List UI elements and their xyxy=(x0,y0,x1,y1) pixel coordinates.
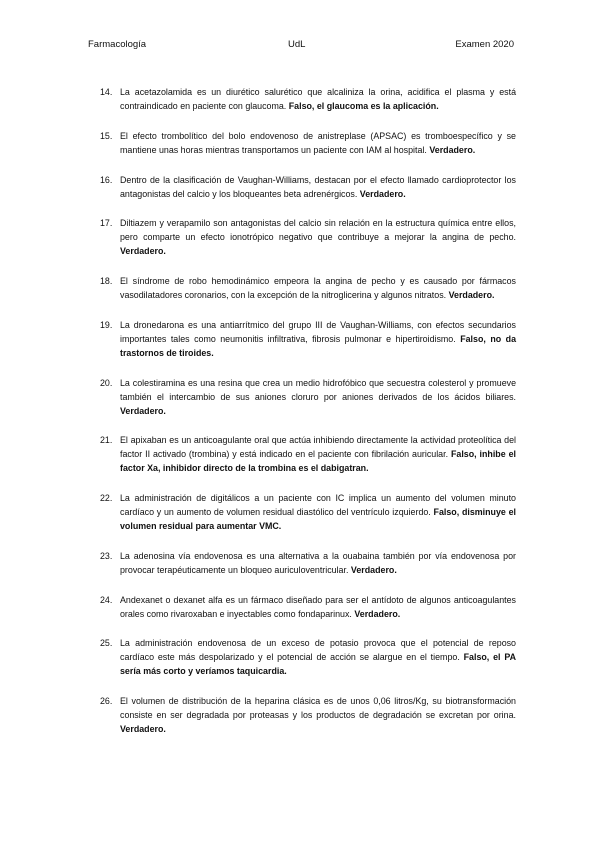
question-statement: La colestiramina es una resina que crea un medio hidrofóbico que secuestra colesterol y promueve también el intercambio de sus aniones cloruro por aniones derivados de los ácidos biliares. xyxy=(120,377,516,402)
question-item xyxy=(100,594,516,622)
question-number: 20. xyxy=(100,377,113,388)
question-text xyxy=(120,695,516,737)
question-statement: La administración de digitálicos a un paciente con IC implica un aumento del volumen minuto cardíaco y un aumento de volumen residual diastólico del ventrículo izquierdo. xyxy=(120,493,516,518)
question-answer: Verdadero. xyxy=(120,246,166,257)
question-item xyxy=(100,434,516,476)
question-text xyxy=(120,594,516,622)
question-text xyxy=(120,637,516,679)
header-exam: Examen 2020 xyxy=(455,39,514,50)
question-number: 25. xyxy=(100,638,113,649)
question-item xyxy=(100,637,516,679)
question-number: 14. xyxy=(100,87,113,97)
question-item xyxy=(100,275,516,303)
question-number: 26. xyxy=(100,696,113,707)
question-number: 16. xyxy=(100,174,113,185)
question-answer: Falso, el glaucoma es la aplicación. xyxy=(288,100,439,111)
question-text xyxy=(120,492,516,534)
question-answer: Verdadero. xyxy=(359,188,406,199)
question-text xyxy=(120,377,516,419)
question-answer: Verdadero. xyxy=(350,564,397,575)
question-item xyxy=(100,377,516,419)
question-item xyxy=(100,174,516,202)
question-statement: El volumen de distribución de la heparina clásica es de unos 0,06 litros/Kg, su biotransformación consiste en ser degradada por proteasas y los productos de degradación se excretan por orina. xyxy=(120,696,516,721)
question-statement: Diltiazem y verapamilo son antagonistas del calcio sin relación en la estructura química entre ellos, pero comparte un efecto ionotrópico negativo que contribuye a mejorar la angina de pecho. xyxy=(120,218,516,243)
question-text xyxy=(120,174,516,202)
question-item xyxy=(100,86,516,114)
page-header xyxy=(88,39,514,50)
question-number: 24. xyxy=(100,594,113,605)
question-answer: Verdadero. xyxy=(120,405,166,416)
question-statement: La adenosina vía endovenosa es una alternativa a la ouabaina también por vía endovenosa por provocar terapéuticamente un bloqueo auriculoventricular. xyxy=(120,550,516,575)
question-item xyxy=(100,217,516,259)
question-number: 21. xyxy=(100,435,113,446)
header-subject: Farmacología xyxy=(88,39,147,50)
question-statement: El apixaban es un anticoagulante oral que actúa inhibiendo directamente la actividad proteolítica del factor II activado (trombina) y está indicado en el paciente con fibrilación auricular. xyxy=(120,435,516,460)
question-answer: Falso, el PA sería más corto y veríamos taquicardia. xyxy=(120,652,516,677)
question-statement: El síndrome de robo hemodinámico empeora la angina de pecho y es causado por fármacos vasodilatadores coronarios, con la excepción de la nitroglicerina y algunos nitratos. xyxy=(120,276,516,301)
question-answer: Falso, disminuye el volumen residual para aumentar VMC. xyxy=(120,507,517,531)
question-statement: La dronedarona es una antiarrítmico del grupo III de Vaughan-Williams, con efectos secundarios importantes tales como neumonitis infiltrativa, fibrosis pulmonar e hipertiroidismo. xyxy=(120,319,516,344)
question-text xyxy=(120,130,516,158)
question-statement: Andexanet o dexanet alfa es un fármaco diseñado para ser el antídoto de algunos anticoagulantes orales como rivaroxaban e inyectables como fondaparinux. xyxy=(120,594,516,619)
question-text xyxy=(120,217,516,259)
question-answer: Verdadero. xyxy=(429,144,476,155)
question-text xyxy=(120,434,516,476)
question-answer: Verdadero. xyxy=(354,608,401,619)
question-answer: Falso, no da trastornos de tiroides. xyxy=(120,333,516,358)
question-item xyxy=(100,130,516,158)
question-statement: La acetazolamida es un diurético salurético que alcaliniza la orina, acidifica el plasma y está contraindicado en paciente con glaucoma. xyxy=(120,87,516,111)
question-number: 15. xyxy=(100,130,113,141)
question-number: 17. xyxy=(100,218,113,229)
question-answer: Verdadero. xyxy=(120,724,166,734)
question-item xyxy=(100,319,516,361)
question-statement: Dentro de la clasificación de Vaughan-Williams, destacan por el efecto llamado cardioprotector los antagonistas del calcio y los bloqueantes beta adrenérgicos. xyxy=(120,174,516,199)
question-item xyxy=(100,550,516,578)
question-answer: Falso, inhibe el factor Xa, inhibidor directo de la trombina es el dabigatran. xyxy=(120,449,516,474)
question-number: 22. xyxy=(100,493,113,504)
question-statement: El efecto trombolítico del bolo endovenoso de anistreplase (APSAC) es tromboespecífico y se mantiene unas horas mientras transportamos un paciente con IAM al hospital. xyxy=(120,130,516,155)
question-statement: La administración endovenosa de un exceso de potasio provoca que el potencial de reposo cardíaco este más despolarizado y el potencial de acción se alargue en el tiempo. xyxy=(120,638,516,663)
question-item xyxy=(100,492,516,534)
header-university: UdL xyxy=(288,39,306,50)
question-number: 23. xyxy=(100,550,113,561)
question-list xyxy=(100,86,516,753)
question-answer: Verdadero. xyxy=(448,290,495,301)
question-text xyxy=(120,319,516,361)
question-text xyxy=(120,550,516,578)
question-text xyxy=(120,275,516,303)
question-number: 19. xyxy=(100,319,113,330)
question-item xyxy=(100,695,516,737)
question-text xyxy=(120,86,516,114)
question-number: 18. xyxy=(100,276,113,287)
